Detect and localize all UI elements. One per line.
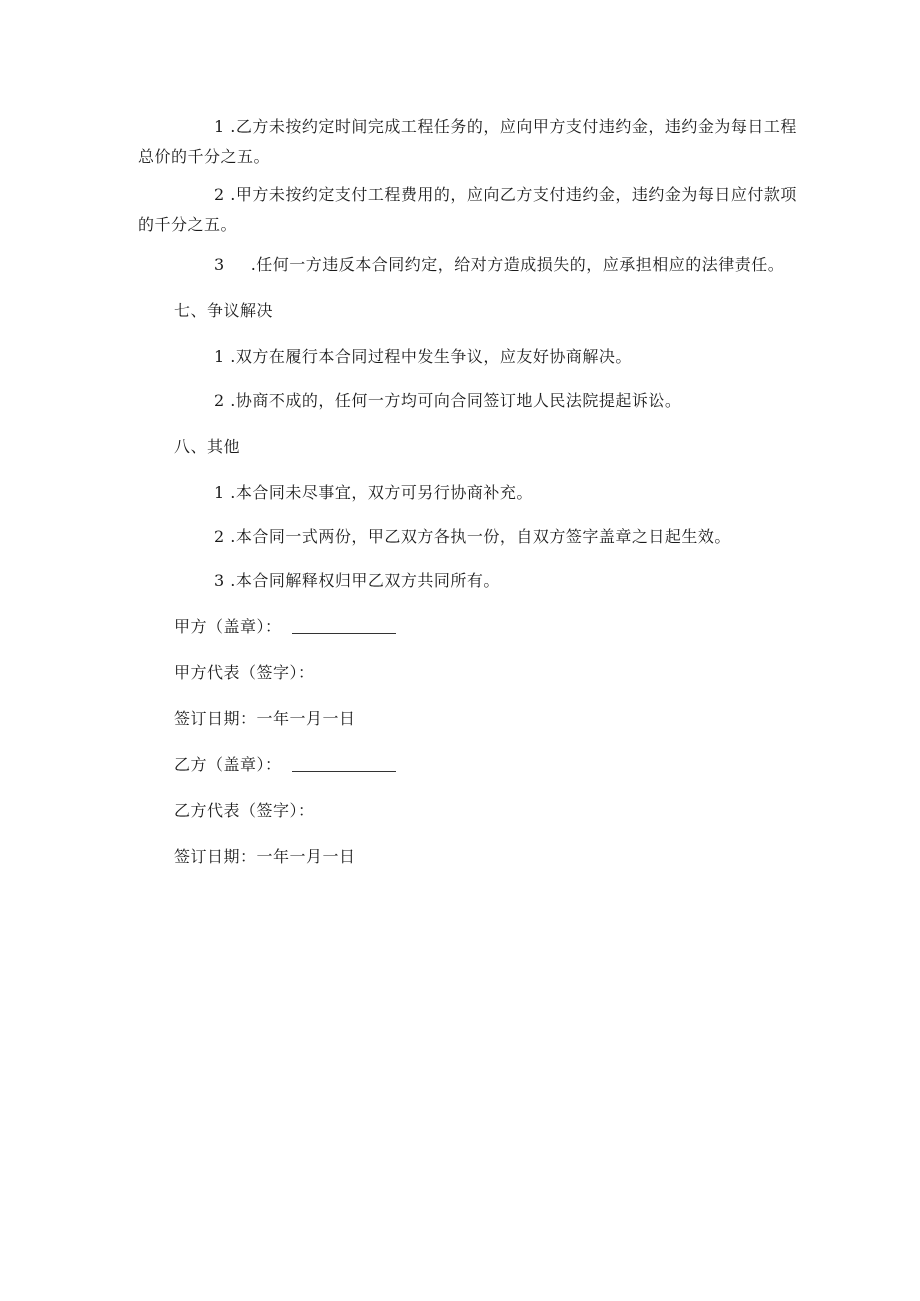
party-b-seal-line xyxy=(174,750,834,780)
party-b-date: 签订日期：一年一月一日 xyxy=(174,847,356,866)
item-text: .乙方未按约定时间完成工程任务的，应向甲方支付违约金，违约金为每日工程总价的千分之五。 xyxy=(138,117,797,166)
item-number: 3 xyxy=(214,255,225,274)
item-number: 2 xyxy=(214,391,225,410)
item-number: 1 xyxy=(214,347,225,366)
other-item-1 xyxy=(138,478,798,508)
item-number: 1 xyxy=(214,483,225,502)
party-a-seal-line xyxy=(174,612,834,642)
item-number: 1 xyxy=(214,117,225,136)
party-a-seal-label: 甲方（盖章）： xyxy=(174,617,282,636)
dispute-item-2 xyxy=(138,386,798,416)
section-heading-dispute: 七、争议解决 xyxy=(174,301,274,320)
dispute-item-1 xyxy=(138,342,798,372)
penalty-item-1 xyxy=(138,112,798,172)
item-text: .本合同一式两份，甲乙双方各执一份，自双方签字盖章之日起生效。 xyxy=(224,527,731,546)
item-number: 2 xyxy=(214,185,225,204)
other-item-2 xyxy=(138,522,798,552)
party-a-rep-label: 甲方代表（签字）： xyxy=(174,663,315,682)
other-item-3 xyxy=(138,566,798,596)
item-text: .任何一方违反本合同约定，给对方造成损失的，应承担相应的法律责任。 xyxy=(250,255,785,274)
party-b-seal-blank xyxy=(292,755,396,772)
party-b-seal-label: 乙方（盖章）： xyxy=(174,755,282,774)
item-text: .本合同未尽事宜，双方可另行协商补充。 xyxy=(224,483,533,502)
section-heading-other: 八、其他 xyxy=(174,437,241,456)
item-number: 3 xyxy=(214,571,225,590)
party-a-date: 签订日期：一年一月一日 xyxy=(174,709,356,728)
penalty-item-2 xyxy=(138,180,798,240)
item-number: 2 xyxy=(214,527,225,546)
penalty-item-3 xyxy=(138,250,798,280)
item-text: .本合同解释权归甲乙双方共同所有。 xyxy=(224,571,500,590)
item-text: .协商不成的，任何一方均可向合同签订地人民法院提起诉讼。 xyxy=(224,391,682,410)
party-b-rep-label: 乙方代表（签字）： xyxy=(174,801,315,820)
item-text: .甲方未按约定支付工程费用的，应向乙方支付违约金，违约金为每日应付款项的千分之五。 xyxy=(138,185,797,234)
party-a-seal-blank xyxy=(292,617,396,634)
item-text: .双方在履行本合同过程中发生争议，应友好协商解决。 xyxy=(224,347,632,366)
